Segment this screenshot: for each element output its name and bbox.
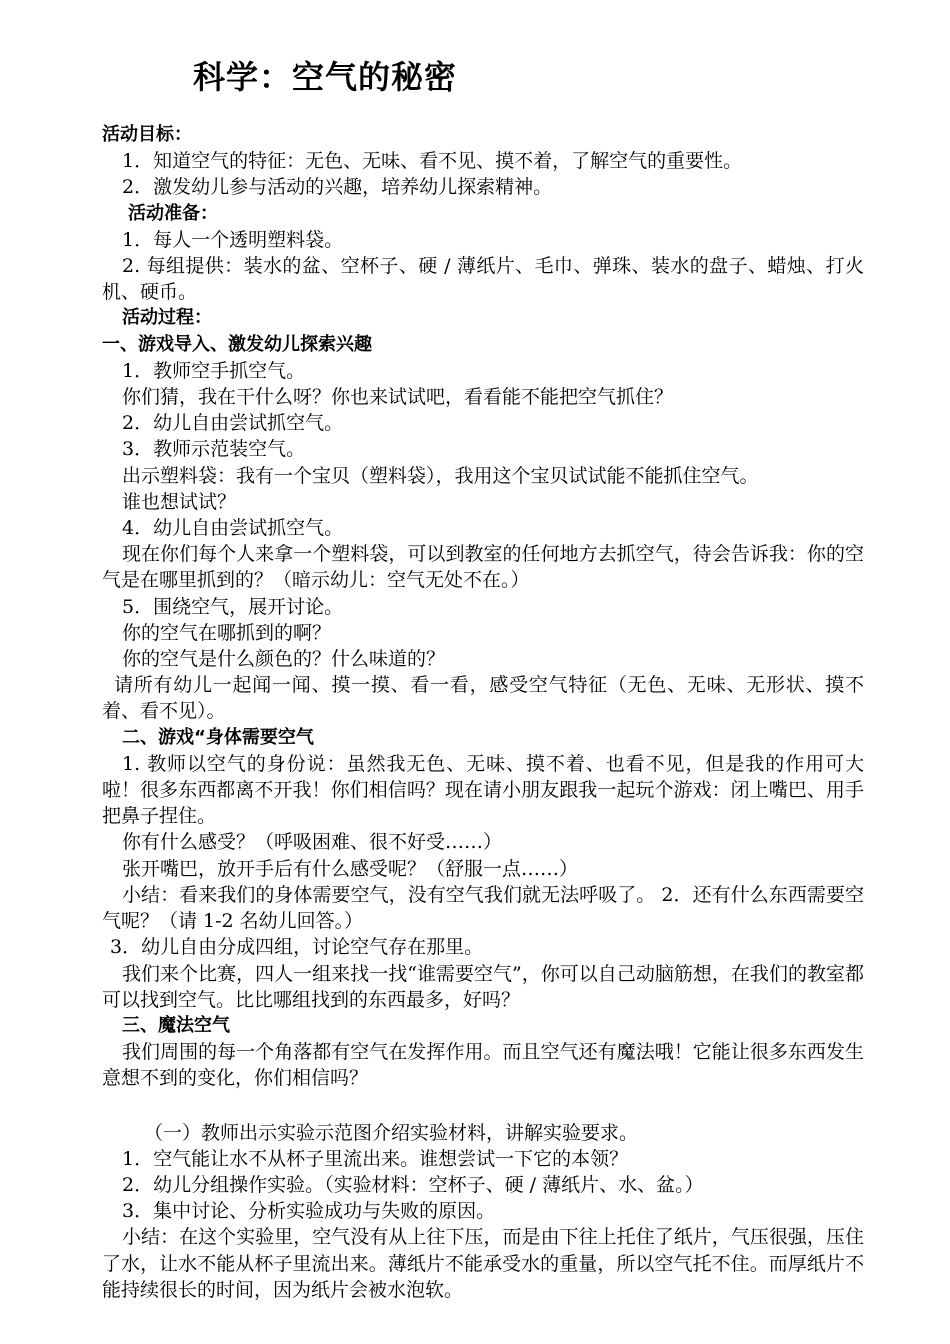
paragraph: 2．激发幼儿参与活动的兴趣，培养幼儿探索精神。 [122,176,553,199]
paragraph: 我们周围的每一个角落都有空气在发挥作用。而且空气还有魔法哦！它能让很多东西发生意想不到的变化，你们相信吗？ [102,1041,864,1090]
paragraph: 现在你们每个人来拿一个塑料袋，可以到教室的任何地方去抓空气，待会告诉我：你的空气是在哪里抓到的？（暗示幼儿：空气无处不在。） [102,543,864,592]
paragraph: 1．知道空气的特征：无色、无味、看不见、摸不着，了解空气的重要性。 [122,150,743,173]
process-heading: 活动过程： [122,307,212,329]
paragraph: 你的空气是什么颜色的？什么味道的？ [122,648,446,671]
paragraph: 2．幼儿分组操作实验。（实验材料：空杯子、硬 / 薄纸片、水、盆。） [122,1173,704,1196]
paragraph: 张开嘴巴，放开手后有什么感受呢？（舒服一点……） [122,857,579,880]
goals-heading: 活动目标： [102,124,192,145]
paragraph: （一）教师出示实验示范图介绍实验材料，讲解实验要求。 [144,1121,639,1144]
paragraph: 你们猜，我在干什么呀？你也来试试吧，看看能不能把空气抓住？ [122,386,674,409]
paragraph: 你有什么感受？（呼吸困难、很不好受……） [122,831,503,854]
prep-heading: 活动准备： [128,202,218,224]
paragraph: 3．幼儿自由分成四组，讨论空气存在那里。 [110,936,484,959]
paragraph: 你的空气在哪抓到的啊？ [122,621,332,644]
document-body [102,122,864,1303]
paragraph: 我们来个比赛，四人一组来找一找“谁需要空气”，你可以自己动脑筋想，在我们的教室都可以找到空气。比比哪组找到的东西最多，好吗？ [102,962,864,1011]
paragraph: 1．空气能让水不从杯子里流出来。谁想尝试一下它的本领？ [122,1147,629,1170]
paragraph: 3．集中讨论、分析实验成功与失败的原因。 [122,1200,496,1223]
paragraph: 小结：在这个实验里，空气没有从上往下压，而是由下往上托住了纸片，气压很强，压住了水，让水不能从杯子里流出来。薄纸片不能承受水的重量，所以空气托不住。而厚纸片不能持续很长的时间，因为纸片会被水泡软。 [102,1226,864,1301]
blank-line [102,1092,864,1120]
paragraph: 出示塑料袋：我有一个宝贝（塑料袋），我用这个宝贝试试能不能抓住空气。 [122,464,759,487]
paragraph: 1．每人一个透明塑料袋。 [122,228,344,251]
paragraph: 4．幼儿自由尝试抓空气。 [122,517,344,540]
part1-heading: 一、游戏导入、激发幼儿探索兴趣 [102,333,372,355]
paragraph: 5．围绕空气，展开讨论。 [122,595,344,618]
paragraph: 小结：看来我们的身体需要空气，没有空气我们就无法呼吸了。 2．还有什么东西需要空气呢？（请 1-2 名幼儿回答。） [102,883,864,933]
document-title: 科学：空气的秘密 [193,58,458,96]
paragraph: 2. 每组提供：装水的盆、空杯子、硬 / 薄纸片、毛巾、弹珠、装水的盘子、蜡烛、打火机、硬币。 [102,255,864,304]
paragraph: 3．教师示范装空气。 [122,438,306,461]
part3-heading: 三、魔法空气 [122,1014,230,1036]
part2-heading: 二、游戏“身体需要空气 [122,726,314,748]
paragraph: 1．教师空手抓空气。 [122,359,306,382]
paragraph: 请所有幼儿一起闻一闻、摸一摸、看一看，感受空气特征（无色、无味、无形状、摸不着、看不见）。 [102,674,864,723]
paragraph: 1. 教师以空气的身份说：虽然我无色、无味、摸不着、也看不见，但是我的作用可大啦！很多东西都离不开我！你们相信吗？现在请小朋友跟我一起玩个游戏：闭上嘴巴、用手把鼻子捏住。 [102,752,864,828]
paragraph: 谁也想试试？ [122,490,237,513]
paragraph: 2．幼儿自由尝试抓空气。 [122,412,344,435]
